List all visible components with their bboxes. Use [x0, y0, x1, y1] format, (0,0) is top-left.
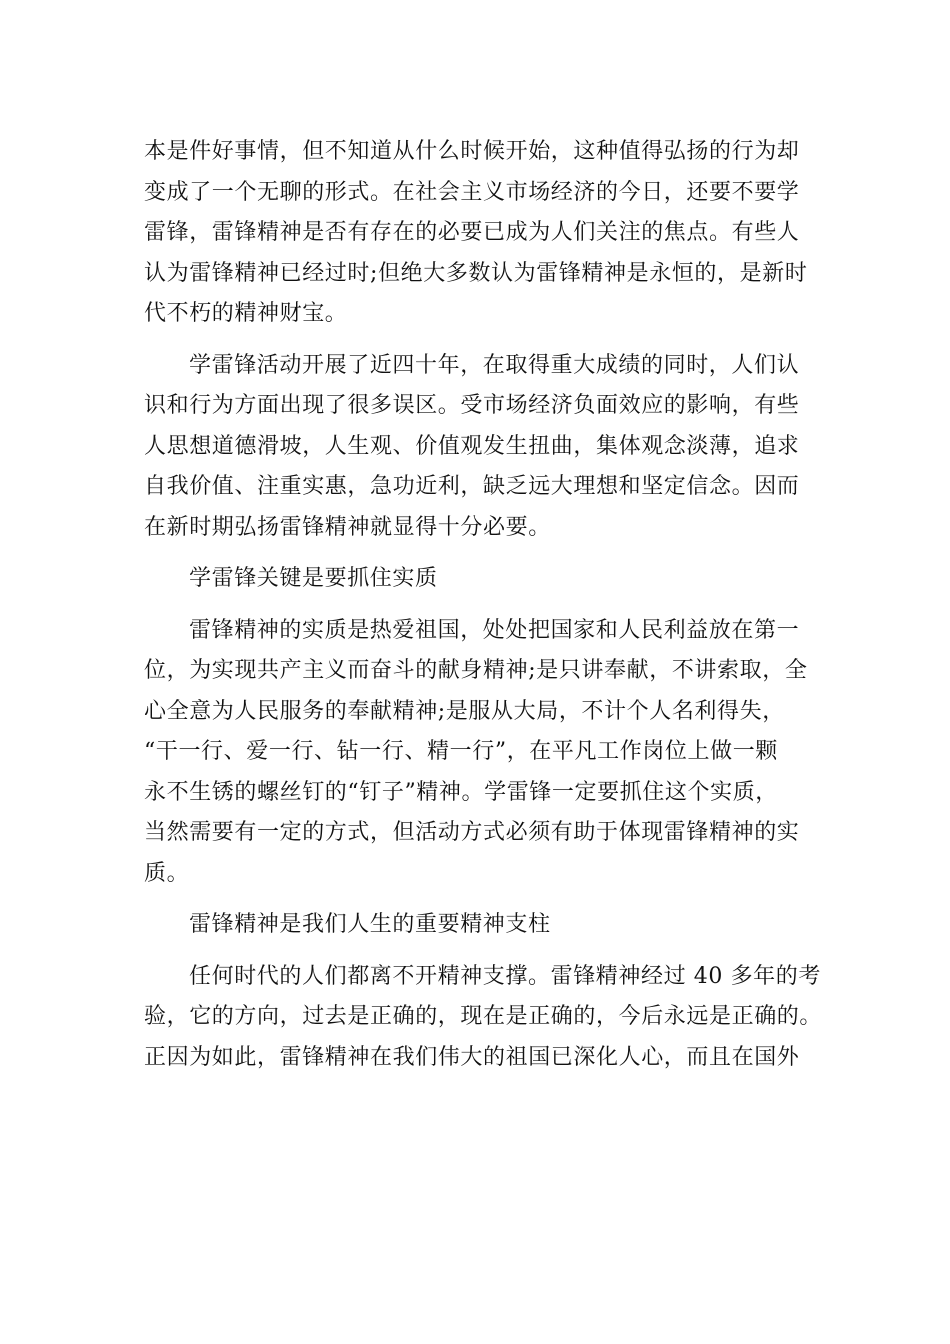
heading-text: 学雷锋关键是要抓住实质 [189, 566, 438, 591]
text-line: 验，它的方向，过去是正确的，现在是正确的，今后永远是正确的。 [144, 1004, 823, 1029]
text-line: 雷锋，雷锋精神是否有存在的必要已成为人们关注的焦点。有些人 [144, 220, 800, 245]
section-heading [144, 905, 812, 946]
text-line: 学雷锋活动开展了近四十年，在取得重大成绩的同时，人们认 [189, 352, 800, 378]
text-line: 位，为实现共产主义而奋斗的献身精神;是只讲奉献，不讲索取，全 [144, 658, 808, 683]
text-line: 识和行为方面出现了很多误区。受市场经济负面效应的影响，有些 [144, 393, 800, 418]
paragraph-4 [144, 957, 823, 1079]
text-line: 永不生锈的螺丝钉的“钉子”精神。学雷锋一定要抓住这个实质， [144, 779, 778, 805]
section-heading [144, 559, 812, 600]
text-line: 认为雷锋精神已经过时;但绝大多数认为雷锋精神是永恒的，是新时 [144, 260, 808, 286]
text-line: 任何时代的人们都离不开精神支撑。雷锋精神经过 40 多年的考 [189, 963, 821, 989]
text-line: 本是件好事情，但不知道从什么时候开始，这种值得弘扬的行为却 [144, 139, 800, 164]
text-line: 在新时期弘扬雷锋精神就显得十分必要。 [144, 514, 551, 540]
text-line: 代不朽的精神财宝。 [144, 301, 348, 326]
text-line: 心全意为人民服务的奉献精神;是服从大局，不计个人名利得失， [144, 698, 785, 724]
text-line: 变成了一个无聊的形式。在社会主义市场经济的今日，还要不要学 [144, 179, 800, 205]
text-line: 当然需要有一定的方式，但活动方式必须有助于体现雷锋精神的实 [144, 820, 800, 845]
paragraph-2 [144, 346, 812, 549]
heading-text: 雷锋精神是我们人生的重要精神支柱 [189, 912, 551, 937]
text-line: “干一行、爱一行、钻一行、精一行”，在平凡工作岗位上做一颗 [144, 739, 778, 764]
text-line: 正因为如此，雷锋精神在我们伟大的祖国已深化人心，而且在国外 [144, 1044, 800, 1070]
text-line: 雷锋精神的实质是热爱祖国，处处把国家和人民利益放在第一 [189, 617, 800, 643]
text-line: 质。 [144, 860, 190, 886]
paragraph-1 [144, 132, 812, 335]
paragraph-3 [144, 611, 812, 895]
text-line: 人思想道德滑坡，人生观、价值观发生扭曲，集体观念淡薄，追求 [144, 433, 800, 459]
document-body [144, 132, 823, 1089]
text-line: 自我价值、注重实惠，急功近利，缺乏远大理想和坚定信念。因而 [144, 474, 800, 499]
